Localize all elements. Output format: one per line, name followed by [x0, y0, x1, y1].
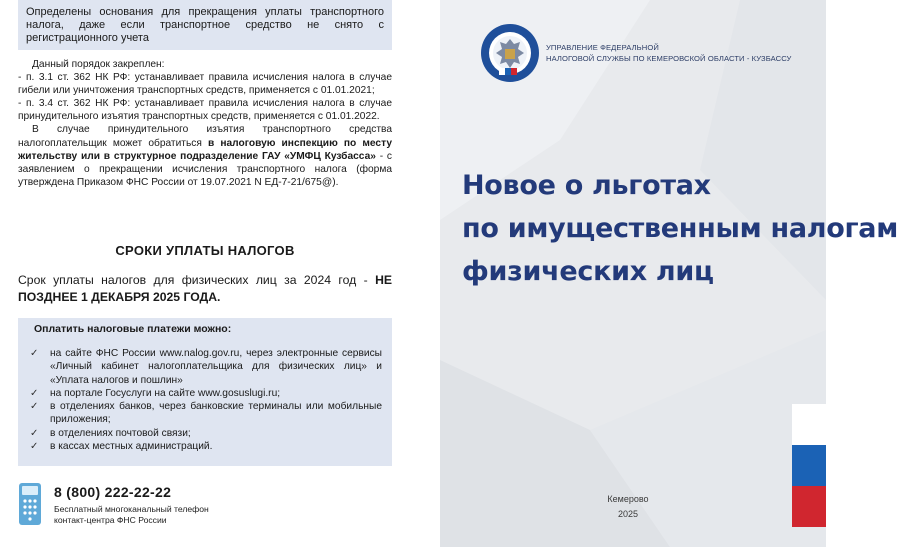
left-page — [0, 0, 410, 547]
intro-text: Данный порядок закреплен: — [32, 59, 165, 70]
phone-description-line: Бесплатный многоканальный телефон — [54, 504, 209, 514]
cover-page — [440, 0, 898, 547]
deadline-date: НЕ ПОЗДНЕЕ 1 ДЕКАБРЯ 2025 ГОДА. — [18, 273, 392, 304]
payment-method-text: в кассах местных администраций. — [50, 441, 213, 453]
section-title: СРОКИ УПЛАТЫ НАЛОГОВ — [115, 243, 295, 258]
headline-line: Новое о льготах — [462, 170, 711, 201]
payment-method-text: на портале Госуслуги на сайте www.gosuslugi.ru; — [50, 387, 281, 399]
seizure-text-end: - с заявлением о прекращении исчисления транспортного налога (форма утверждена Приказом ФНС России от 19.07.2021 N ЕД-7-21/675@). — [18, 150, 392, 188]
deadline-prefix: Срок уплаты налогов для физических лиц за 2024 год - — [18, 273, 376, 287]
agency-name-line: НАЛОГОВОЙ СЛУЖБЫ ПО КЕМЕРОВСКОЙ ОБЛАСТИ - КУЗБАССУ — [546, 54, 792, 63]
list-item — [28, 440, 382, 453]
flag-blue-band — [792, 445, 826, 486]
agency-name-line: УПРАВЛЕНИЕ ФЕДЕРАЛЬНОЙ — [546, 43, 659, 52]
payment-method-text: на сайте ФНС России www.nalog.gov.ru, через электронные сервисы «Личный кабинет налогоплательщика для физических лиц» и «Уплата налогов и пошлин» — [50, 348, 382, 386]
payment-methods-box — [18, 318, 392, 466]
check-mark-icon: ✓ — [30, 401, 39, 413]
notice-text: Определены основания для прекращения уплаты транспортного налога, даже если транспортное средство не снято с регистрационного учета — [26, 6, 384, 44]
check-mark-icon: ✓ — [30, 441, 39, 453]
seizure-paragraph — [18, 123, 392, 188]
check-mark-icon: ✓ — [30, 387, 39, 399]
contact-center — [18, 482, 392, 532]
city-year — [600, 492, 656, 522]
headline-line: физических лиц — [462, 256, 714, 287]
phone-icon — [18, 482, 42, 526]
phone-description — [54, 504, 209, 526]
legal-item: - п. 3.4 ст. 362 НК РФ: устанавливает правила исчисления налога в случае принудительного изъятия транспортных средств, применяется с 01.01.2022. — [18, 98, 392, 123]
list-item — [28, 400, 382, 427]
payment-methods-title: Оплатить налоговые платежи можно: — [34, 323, 232, 335]
payment-methods-list — [28, 347, 382, 453]
headline-line: по имущественным налогам — [462, 213, 898, 244]
year: 2025 — [617, 509, 639, 519]
list-item — [28, 427, 382, 440]
seizure-text-bold: в налоговую инспекцию по месту жительству или в структурное подразделение ГАУ «УМФЦ Кузбасса» — [18, 137, 393, 162]
payment-method-text: в отделениях банков, через банковские терминалы или мобильные приложения; — [50, 401, 382, 426]
check-mark-icon: ✓ — [30, 348, 39, 359]
check-mark-icon: ✓ — [30, 427, 39, 439]
phone-description-line: контакт-центра ФНС России — [54, 515, 167, 525]
list-item — [28, 347, 382, 387]
cover-headline — [462, 164, 898, 293]
flag-white-band — [792, 404, 826, 445]
fns-emblem-logo — [478, 22, 542, 84]
tricolor-flag-stripe — [792, 404, 826, 527]
legal-item: - п. 3.1 ст. 362 НК РФ: устанавливает правила исчисления налога в случае гибели или уничтожения транспортных средств, применяется с 01.01.2021; — [18, 72, 392, 97]
deadline-text — [18, 272, 392, 306]
phone-number[interactable]: 8 (800) 222-22-22 — [54, 484, 172, 500]
flag-red-band — [792, 486, 826, 527]
agency-name — [546, 42, 791, 64]
payment-method-text: в отделениях почтовой связи; — [50, 427, 191, 439]
city-name: Кемерово — [607, 494, 649, 504]
list-item — [28, 387, 382, 400]
legal-basis-section — [18, 58, 392, 189]
seizure-text-start: В случае принудительного изъятия транспортного средства налогоплательщик может обратиться — [18, 124, 392, 149]
transport-tax-notice-box — [18, 0, 392, 50]
